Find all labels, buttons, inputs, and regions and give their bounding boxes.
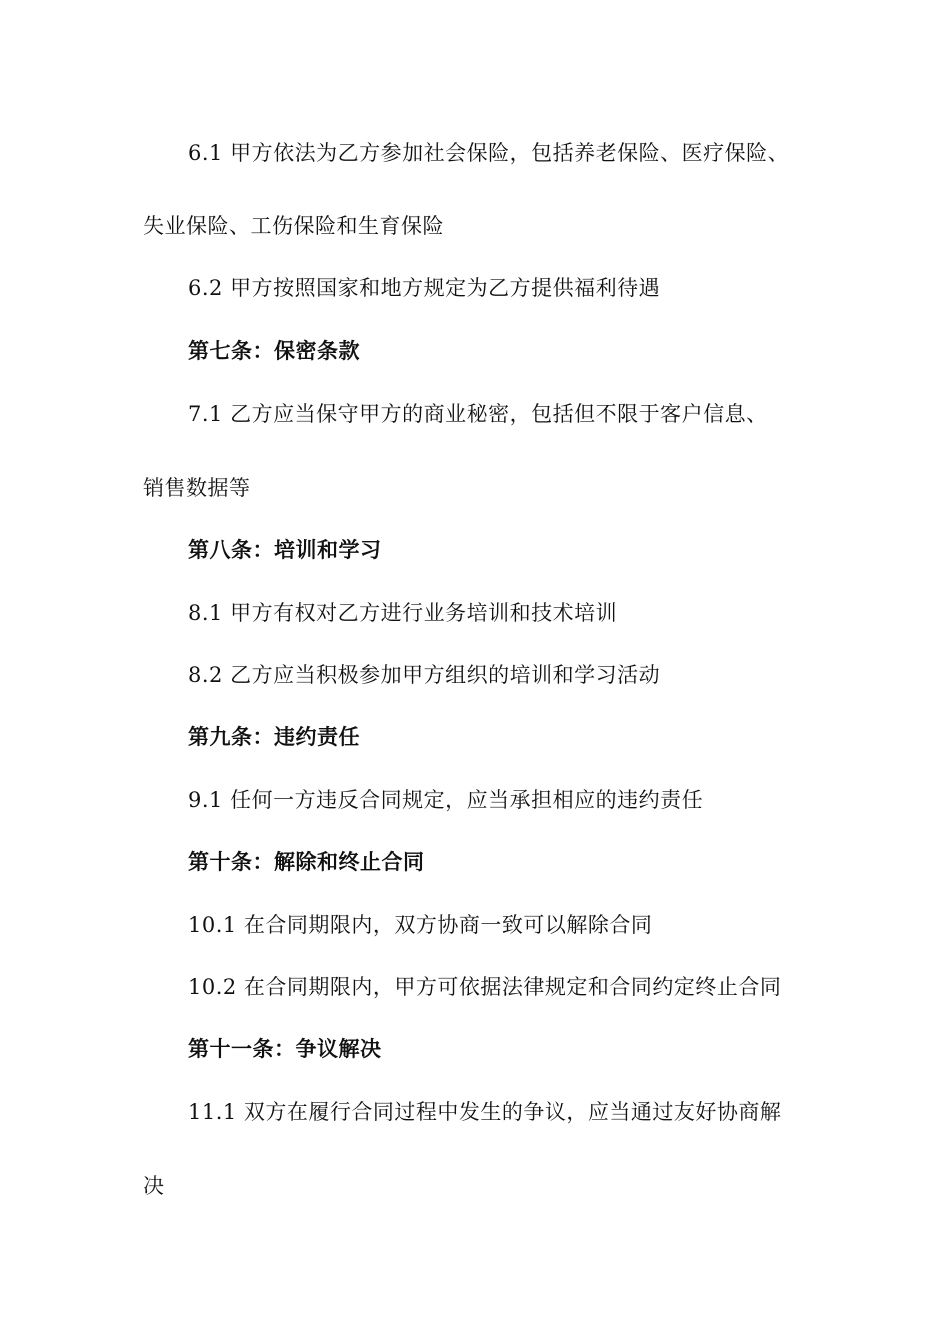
article-8-heading: 第八条：培训和学习 bbox=[188, 538, 382, 562]
clause-11-1-line-1: 11.1 双方在履行合同过程中发生的争议，应当通过友好协商解 bbox=[188, 1100, 782, 1124]
clause-10-2: 10.2 在合同期限内，甲方可依据法律规定和合同约定终止合同 bbox=[188, 975, 782, 999]
article-10-heading: 第十条：解除和终止合同 bbox=[188, 850, 425, 874]
clause-7-1-line-2: 销售数据等 bbox=[143, 476, 251, 500]
clause-7-1-line-1: 7.1 乙方应当保守甲方的商业秘密，包括但不限于客户信息、 bbox=[188, 402, 768, 426]
clause-6-1-line-1: 6.1 甲方依法为乙方参加社会保险，包括养老保险、医疗保险、 bbox=[188, 141, 790, 165]
article-11-heading: 第十一条：争议解决 bbox=[188, 1037, 382, 1061]
clause-6-1-line-2: 失业保险、工伤保险和生育保险 bbox=[143, 214, 444, 238]
article-7-heading: 第七条：保密条款 bbox=[188, 339, 360, 363]
clause-8-1: 8.1 甲方有权对乙方进行业务培训和技术培训 bbox=[188, 601, 618, 625]
clause-10-1: 10.1 在合同期限内，双方协商一致可以解除合同 bbox=[188, 913, 653, 937]
clause-9-1: 9.1 任何一方违反合同规定，应当承担相应的违约责任 bbox=[188, 788, 704, 812]
clause-11-1-line-2: 决 bbox=[143, 1174, 165, 1198]
article-9-heading: 第九条：违约责任 bbox=[188, 725, 360, 749]
clause-8-2: 8.2 乙方应当积极参加甲方组织的培训和学习活动 bbox=[188, 663, 661, 687]
clause-6-2: 6.2 甲方按照国家和地方规定为乙方提供福利待遇 bbox=[188, 276, 661, 300]
